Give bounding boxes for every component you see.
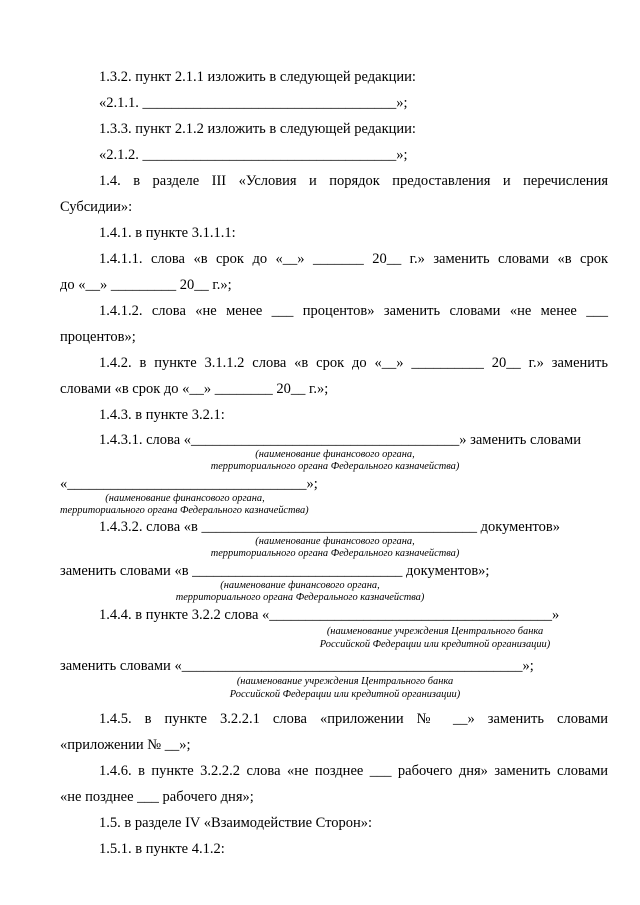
clause-1-4-2-continued: словами «в срок до «__» ________ 20__ г.»; [60, 381, 329, 397]
caption-credit-organization: Российской Федерации или кредитной организации) [229, 689, 461, 700]
clause-1-4-3-2: 1.4.3.2. слова «в ______________________________________ документов» [99, 519, 560, 535]
clause-1-4-6: 1.4.6. в пункте 3.2.2.2 слова «не позднее ___ рабочего дня» заменить словами [99, 763, 608, 779]
caption-treasury-organ: территориального органа Федерального казначейства) [210, 548, 460, 559]
clause-1-4-2: 1.4.2. в пункте 3.1.1.2 слова «в срок до «__» __________ 20__ г.» заменить [99, 355, 608, 371]
clause-1-4-3-1: 1.4.3.1. слова «_____________________________________» заменить словами [99, 432, 581, 448]
clause-1-4: 1.4. в разделе III «Условия и порядок предоставления и перечисления [99, 173, 608, 189]
clause-2-1-2-text: «2.1.2. ___________________________________»; [99, 147, 408, 163]
clause-1-4-1-1: 1.4.1.1. слова «в срок до «__» _______ 20__ г.» заменить словами «в срок [99, 251, 608, 267]
clause-1-3-2: 1.3.2. пункт 2.1.1 изложить в следующей редакции: [99, 69, 416, 85]
caption-central-bank: (наименование учреждения Центрального банка [326, 626, 544, 637]
caption-financial-organ: (наименование финансового органа, [255, 536, 415, 547]
clause-2-1-1-text: «2.1.1. ___________________________________»; [99, 95, 408, 111]
caption-financial-organ: (наименование финансового органа, [220, 580, 380, 591]
clause-1-4-3-1-continued: «_________________________________»; [60, 476, 318, 492]
caption-financial-organ: (наименование финансового органа, [255, 449, 415, 460]
clause-1-4-1-2-continued: процентов»; [60, 329, 136, 345]
clause-1-4-1-1-continued: до «__» _________ 20__ г.»; [60, 277, 232, 293]
caption-treasury-organ: территориального органа Федерального казначейства) [210, 461, 460, 472]
clause-1-4-5: 1.4.5. в пункте 3.2.2.1 слова «приложении № __» заменить словами [99, 711, 608, 727]
clause-1-4-1-2: 1.4.1.2. слова «не менее ___ процентов» заменить словами «не менее ___ [99, 303, 608, 319]
clause-1-4-continued: Субсидии»: [60, 199, 133, 215]
caption-treasury-organ: территориального органа Федерального казначейства) [175, 592, 425, 603]
clause-1-4-3-2-continued: заменить словами «в _____________________________ документов»; [60, 563, 490, 579]
clause-1-3-3: 1.3.3. пункт 2.1.2 изложить в следующей редакции: [99, 121, 416, 137]
caption-treasury-organ: территориального органа Федерального казначейства) [60, 505, 309, 516]
caption-central-bank: (наименование учреждения Центрального банка [236, 676, 454, 687]
clause-1-5-1: 1.5.1. в пункте 4.1.2: [99, 841, 225, 857]
clause-1-4-4: 1.4.4. в пункте 3.2.2 слова «_______________________________________» [99, 607, 560, 623]
caption-credit-organization: Российской Федерации или кредитной организации) [319, 639, 551, 650]
clause-1-4-4-continued: заменить словами «_______________________________________________»; [60, 658, 534, 674]
clause-1-5: 1.5. в разделе IV «Взаимодействие Сторон»: [99, 815, 373, 831]
clause-1-4-6-continued: «не позднее ___ рабочего дня»; [60, 789, 254, 805]
clause-1-4-3: 1.4.3. в пункте 3.2.1: [99, 407, 225, 423]
clause-1-4-5-continued: «приложении № __»; [60, 737, 191, 753]
clause-1-4-1: 1.4.1. в пункте 3.1.1.1: [99, 225, 236, 241]
caption-financial-organ: (наименование финансового органа, [105, 493, 265, 504]
